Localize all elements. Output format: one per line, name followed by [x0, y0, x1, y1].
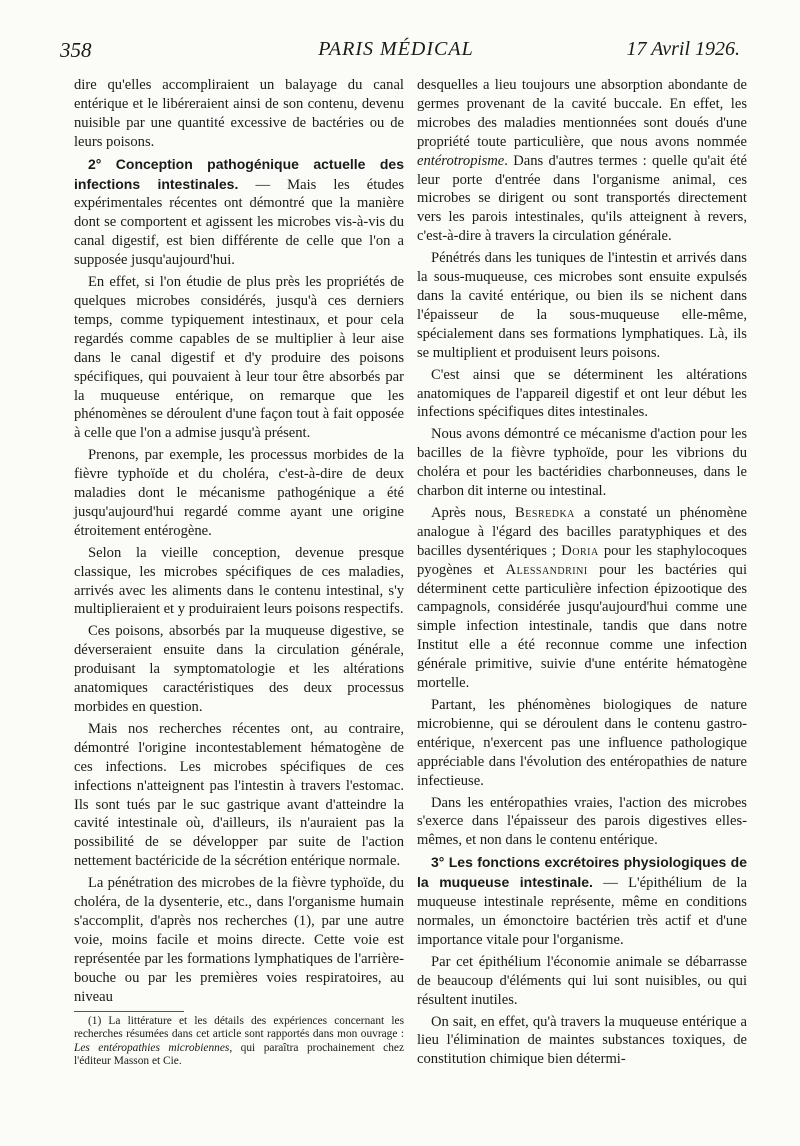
paragraph [417, 76, 747, 246]
issue-date: 17 Avril 1926. [626, 38, 740, 60]
text-run: pour les bactéries qui déterminent cette particulière infection épizootique des campagnols, considérée jusqu'aujourd'hui comme une simple infection intestinale, tandis que dans notre Institut elle a été reconnue comme une infection générale primitive, suivie d'une entérite hématogène mortelle. [417, 561, 747, 692]
section-2-heading: 2° Conception pathogénique actuelle des infections intestinales. [74, 155, 404, 192]
italic-term: entérotropisme [417, 152, 505, 169]
footnote-book-title: Les entéropathies microbiennes [74, 1041, 230, 1054]
page-number: 358 [60, 38, 92, 62]
page-header [52, 38, 740, 68]
right-column [417, 76, 747, 1072]
paragraph: dire qu'elles accompliraient un balayage du canal entérique et le libéreraient ainsi de son contenu, devenu nuisible par une quantité excessive de bactéries ou de leurs poisons. [74, 77, 404, 150]
footnote-text-a: (1) La littérature et les détails des expériences concernant les recherches résumées dans cet article sont rapportés dans mon ouvrage : [74, 1014, 404, 1041]
paragraph: Nous avons démontré ce mécanisme d'action pour les bacilles de la fièvre typhoïde, pour les vibrions du choléra et pour les bactéridies charbonneuses, dans le charbon dit interne ou intestinal. [417, 426, 747, 500]
paragraph: C'est ainsi que se déterminent les altérations anatomiques de l'appareil digestif et ont leur début les infections spécifiques dites intestinales. [417, 366, 747, 421]
paragraph: Par cet épithélium l'économie animale se débarrasse de beaucoup d'éléments qui lui sont nuisibles, ou qui résultent inutiles. [417, 953, 747, 1008]
footnote-divider [74, 1011, 184, 1012]
text-run: pour les staphylocoques pyogènes et [417, 542, 747, 578]
left-column [74, 76, 404, 1072]
paragraph [417, 504, 747, 693]
paragraph: Ces poisons, absorbés par la muqueuse digestive, se déverseraient ensuite dans la circulation générale, produisant la symptomatologie et les altérations anatomiques caractéristiques des deux processus morbides en question. [74, 623, 404, 715]
section-3-paragraph [417, 853, 747, 950]
paragraph: La pénétration des microbes de la fièvre typhoïde, du choléra, de la dysenterie, etc., dans l'organisme humain s'accomplit, d'après nos recherches (1), par une autre voie, moins facile et moins directe. Cette voie est représentée par les formations lymphatiques de l'arrière-bouche ou par les premières voies respiratoires, au niveau [74, 875, 404, 1005]
footnote-text-b: , qui paraîtra prochainement chez l'éditeur Masson et Cie. [74, 1041, 404, 1068]
paragraph: Partant, les phénomènes biologiques de nature microbienne, qui se déroulent dans le contenu gastro-entérique, n'exercent pas une influence pathologique appréciable dans l'évolution des entéropathies de nature infectieuse. [417, 697, 747, 789]
paragraph: Dans les entéropathies vraies, l'action des microbes s'exerce dans l'épaisseur des parois digestives elles-mêmes, et non dans le contenu entérique. [417, 794, 747, 849]
paragraph: Pénétrés dans les tuniques de l'intestin et arrivés dans la sous-muqueuse, ces microbes sont ensuite expulsés dans la cavité entérique, ou bien ils se nichent dans l'épaisseur de la sous-muqueuse elle-même, spécialement dans ses formations lymphatiques. Là, ils se multiplient et produisent leurs poisons. [417, 250, 747, 361]
author-name: Besredka [515, 504, 575, 521]
paragraph: Mais nos recherches récentes ont, au contraire, démontré l'origine incontestablement hématogène de ces infections. Les microbes spécifiques de ces infections n'atteignent pas l'intestin à travers l'estomac. Ils sont tués par le suc gastrique avant d'atteindre la cavité intestinale où, d'ailleurs, ils n'auraient pas la possibilité de se développer par suite de l'action nettement bactéricide de la sécrétion entérique normale. [74, 720, 404, 870]
section-3-text: — L'épithélium de la muqueuse intestinale représente, même en conditions normales, un émonctoire bactérien très actif et d'une importance vitale pour l'organisme. [417, 875, 747, 948]
author-name: Doria [561, 542, 599, 559]
paragraph: On sait, en effet, qu'à travers la muqueuse entérique a lieu l'élimination de maintes substances toxiques, de constitution chimique bien détermi- [417, 1013, 747, 1068]
author-name: Alessandrini [505, 561, 588, 578]
text-run: . Dans d'autres termes : quelle qu'ait été leur porte d'entrée dans l'organisme animal, ces microbes se dirigent ou sont transportés directement vers les parois intestinales, qu'ils atteignent à revers, c'est-à-dire à travers la circulation générale. [417, 152, 747, 245]
paragraph: Selon la vieille conception, devenue presque classique, les microbes spécifiques de ces maladies, arrivés avec les aliments dans le contenu intestinal, s'y multiplieraient et y produiraient leurs poisons respectifs. [74, 544, 404, 618]
journal-title: PARIS MÉDICAL [318, 38, 474, 60]
section-2-paragraph [74, 155, 404, 270]
text-run: Après nous, [431, 504, 516, 521]
paragraph: Prenons, par exemple, les processus morbides de la fièvre typhoïde et du choléra, c'est-à-dire de deux maladies dont le mécanisme pathogénique a été jusqu'aujourd'hui regardé comme ayant une origine étroitement entérogène. [74, 447, 404, 539]
paragraph: En effet, si l'on étudie de plus près les propriétés de quelques microbes considérés, jusqu'à ces derniers temps, comme typiquement intestinaux, et pour cela regardés comme capables de se multiplier à leur aise dans le canal digestif et d'y produire des poisons spécifiques, qui pouvaient à leur tour être absorbés par la muqueuse entérique, on remarque que les phénomènes se déroulent d'une façon tout à fait opposée à celle que l'on a admise jusqu'à présent. [74, 274, 404, 442]
text-run: a constaté un phénomène analogue à l'égard des bacilles paratyphiques et des bacilles dysentériques ; [417, 504, 747, 559]
footnote [74, 1015, 404, 1069]
section-2-text: — Mais les études expérimentales récentes ont démontré que la manière dont se comportent et agissent les microbes vis-à-vis du canal digestif, est bien différente de celle que l'on a supposée jusqu'aujourd'hui. [74, 176, 404, 269]
text-run: desquelles a lieu toujours une absorption abondante de germes provenant de la cavité buccale. En effet, les microbes des maladies mentionnées sont doués d'une propriété toute particulière, que nous avons nommée [417, 77, 747, 150]
section-3-heading: 3° Les fonctions excrétoires physiologiques de la muqueuse intestinale. [417, 854, 747, 891]
